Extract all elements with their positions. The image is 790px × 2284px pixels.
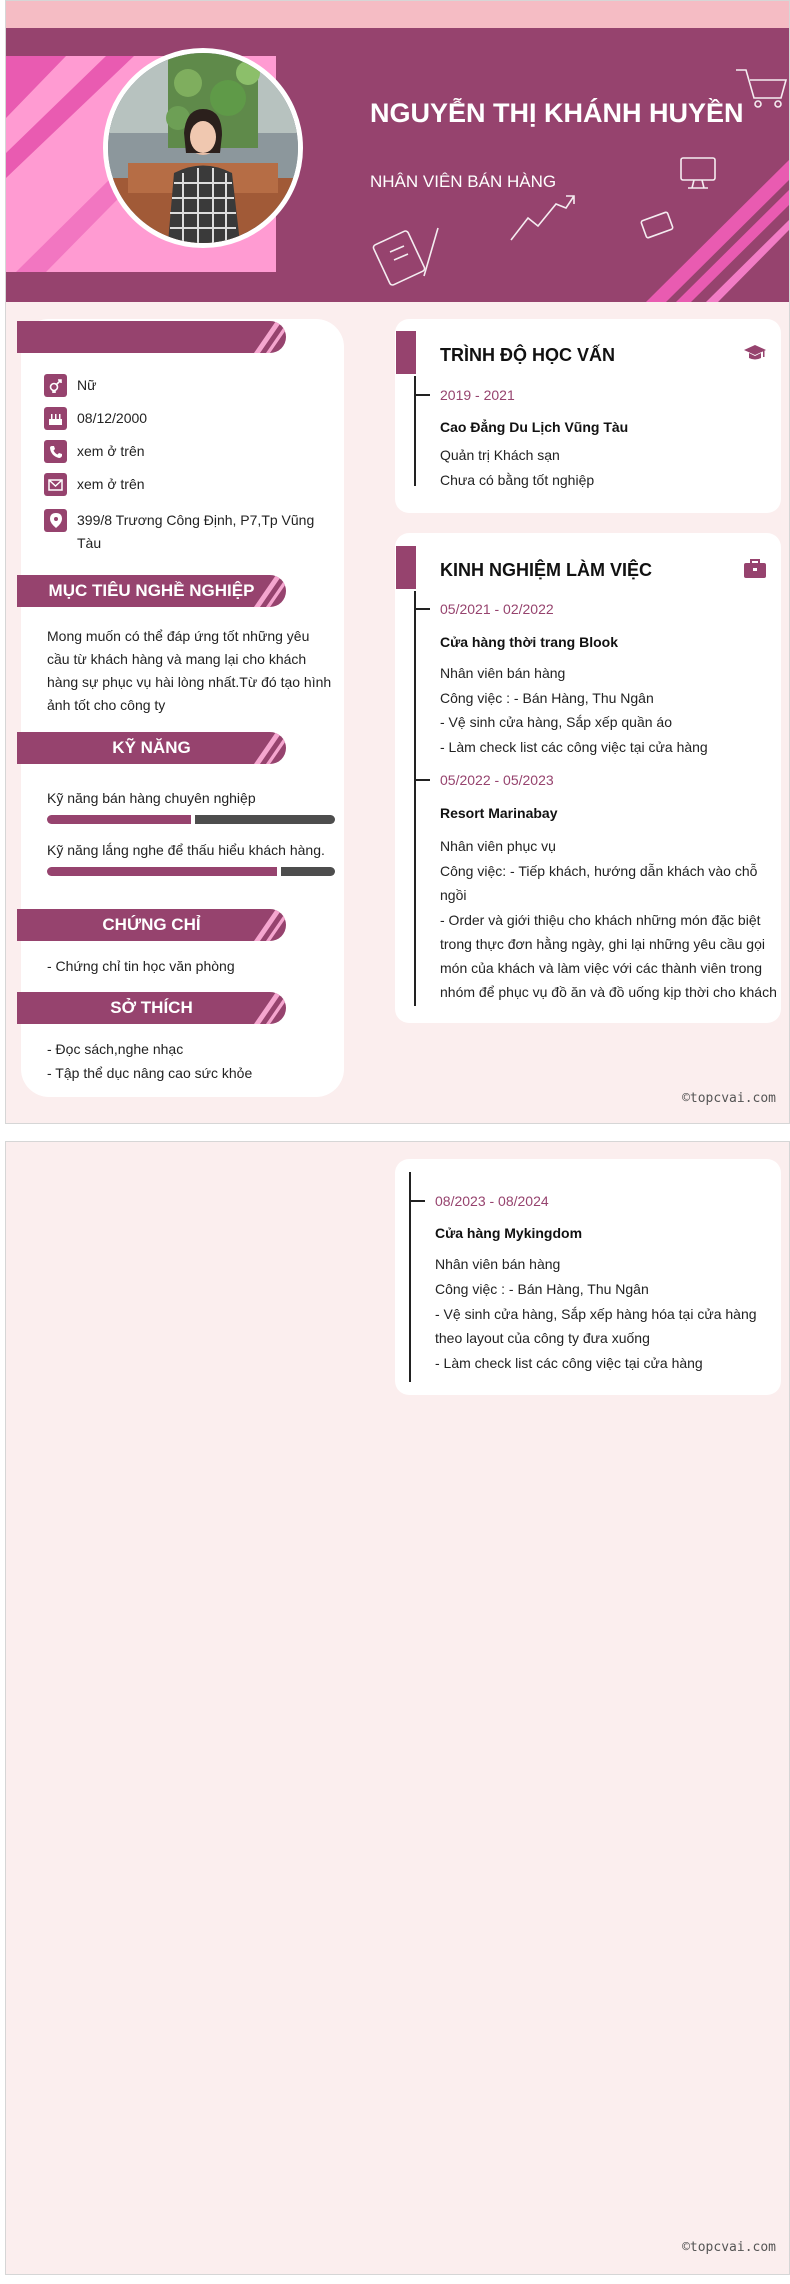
cv-page-2	[5, 1141, 790, 2275]
contact-text: 08/12/2000	[77, 410, 148, 426]
watermark: ©topcvai.com	[682, 1091, 776, 1106]
hobbies-ribbon	[17, 992, 286, 1024]
timeline-tick	[415, 394, 430, 396]
timeline-line	[414, 376, 416, 486]
cv-page-1	[5, 0, 790, 1124]
skill-bar	[47, 815, 335, 824]
graduation-cap-icon	[744, 344, 766, 367]
job-detail: - Làm check list các công việc tại cửa hàng	[435, 1355, 703, 1371]
skill-bar-rest	[281, 867, 335, 876]
section-title: SỞ THÍCH	[110, 998, 193, 1017]
contact-ribbon	[17, 321, 286, 353]
job-detail: - Vệ sinh cửa hàng, Sắp xếp quần áo	[440, 714, 672, 730]
contact-birthday	[44, 407, 317, 430]
education-note: Chưa có bằng tốt nghiệp	[440, 472, 595, 488]
timeline-tick	[415, 779, 430, 781]
phone-icon	[44, 440, 67, 463]
school-name: Cao Đẳng Du Lịch Vũng Tàu	[440, 419, 629, 435]
timeline-line	[414, 591, 416, 1006]
section-title: MỤC TIÊU NGHỀ NGHIỆP	[48, 581, 255, 600]
section-accent-bar	[396, 331, 416, 374]
job-detail: - Order và giới thiệu cho khách những món đặc biệt trong thực đơn hằng ngày, ghi lại những yêu cầu gọi món của khách và làm việc với các thành viên trong nhóm để phục vụ đồ ăn và đồ uống kịp thời cho khách	[440, 912, 777, 1000]
skill-bar	[47, 867, 335, 876]
watermark: ©topcvai.com	[682, 2240, 776, 2255]
section-accent-bar	[396, 546, 416, 589]
job-detail: - Vệ sinh cửa hàng, Sắp xếp hàng hóa tại cửa hàng theo layout của công ty đưa xuống	[435, 1306, 757, 1346]
objective-ribbon	[17, 575, 286, 607]
contact-text: 399/8 Trương Công Định, P7,Tp Vũng Tàu	[77, 512, 315, 551]
left-column-card	[21, 319, 344, 1097]
contact-address	[44, 509, 317, 555]
experience-title: KINH NGHIỆM LÀM VIỆC	[440, 560, 653, 580]
company-name: Cửa hàng thời trang Blook	[440, 634, 618, 650]
top-band	[6, 1, 789, 28]
location-pin-icon	[44, 509, 67, 532]
skill-bar-fill	[47, 867, 277, 876]
timeline-tick	[410, 1200, 425, 1202]
hobby-line: - Tập thể dục nâng cao sức khỏe	[47, 1065, 253, 1081]
skill-label: Kỹ năng bán hàng chuyên nghiệp	[47, 790, 256, 806]
education-date: 2019 - 2021	[440, 387, 515, 403]
briefcase-icon	[744, 559, 766, 583]
email-icon	[44, 473, 67, 496]
company-name: Cửa hàng Mykingdom	[435, 1225, 583, 1241]
job-position: Nhân viên bán hàng	[440, 665, 566, 681]
hobby-line: - Đọc sách,nghe nhạc	[47, 1041, 184, 1057]
skill-bar-fill	[47, 815, 191, 824]
skill-bar-rest	[195, 815, 335, 824]
skills-ribbon	[17, 732, 286, 764]
certificate-text: - Chứng chỉ tin học văn phòng	[47, 958, 235, 974]
contact-gender	[44, 374, 317, 397]
company-name: Resort Marinabay	[440, 805, 558, 821]
job-date: 05/2021 - 02/2022	[440, 601, 554, 617]
job-detail: Công việc : - Bán Hàng, Thu Ngân	[435, 1281, 649, 1297]
timeline-tick	[415, 608, 430, 610]
job-detail: Công việc: - Tiếp khách, hướng dẫn khách vào chỗ ngồi	[440, 863, 758, 903]
section-title: CHỨNG CHỈ	[102, 915, 201, 934]
job-detail: - Làm check list các công việc tại cửa hàng	[440, 739, 708, 755]
job-detail: Công việc : - Bán Hàng, Thu Ngân	[440, 690, 654, 706]
job-date: 05/2022 - 05/2023	[440, 772, 554, 788]
candidate-job-title: NHÂN VIÊN BÁN HÀNG	[370, 172, 557, 191]
certificates-ribbon	[17, 909, 286, 941]
job-position: Nhân viên bán hàng	[435, 1256, 561, 1272]
timeline-line	[409, 1172, 411, 1382]
education-title: TRÌNH ĐỘ HỌC VẤN	[440, 345, 615, 365]
contact-phone	[44, 440, 317, 463]
candidate-name: NGUYỄN THỊ KHÁNH HUYỀN	[370, 98, 744, 128]
contact-text: Nữ	[77, 377, 97, 393]
header-banner	[6, 28, 789, 302]
contact-text: xem ở trên	[77, 476, 145, 492]
contact-text: xem ở trên	[77, 443, 145, 459]
objective-text: Mong muốn có thể đáp ứng tốt những yêu cầu từ khách hàng và mang lại cho khách hàng sự phục vụ hài lòng nhất.Từ đó tạo hình ảnh tốt cho công ty	[47, 628, 332, 713]
skill-label: Kỹ năng lắng nghe để thấu hiểu khách hàng.	[47, 842, 325, 858]
gender-icon	[44, 374, 67, 397]
birthday-cake-icon	[44, 407, 67, 430]
job-position: Nhân viên phục vụ	[440, 838, 556, 854]
contact-email	[44, 473, 317, 496]
profile-photo	[103, 48, 303, 248]
job-date: 08/2023 - 08/2024	[435, 1193, 549, 1209]
section-title: KỸ NĂNG	[112, 738, 191, 757]
education-major: Quản trị Khách sạn	[440, 447, 560, 463]
